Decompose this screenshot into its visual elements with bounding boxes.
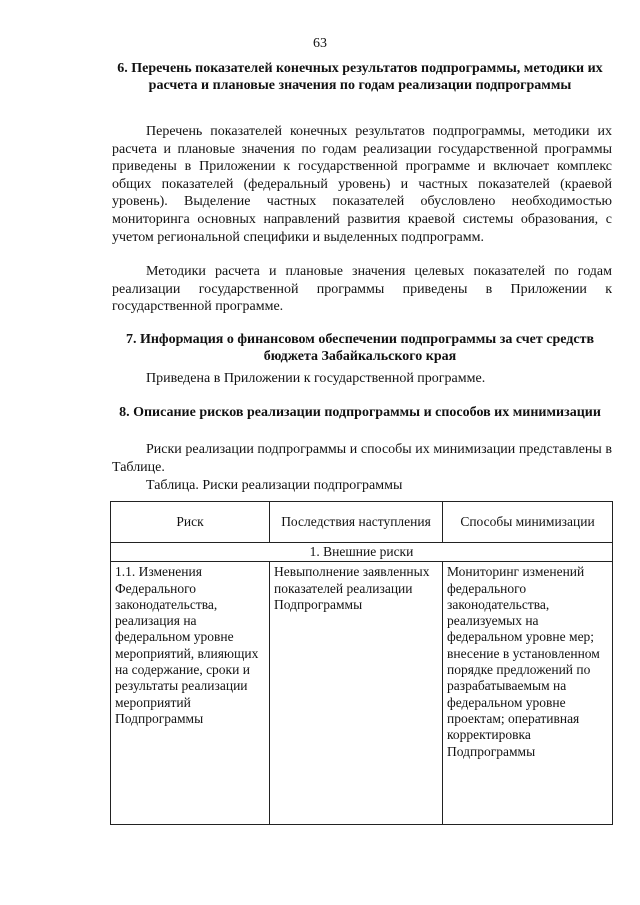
section-8-heading: 8. Описание рисков реализации подпрограммы и способов их минимизации: [119, 405, 601, 420]
header-risk: Риск: [111, 502, 270, 543]
risks-table: [110, 501, 613, 825]
section-7-paragraph-1: Приведена в Приложении к государственной программе.: [146, 371, 486, 386]
page-number: 63: [313, 36, 327, 51]
section-6-paragraph-1: Перечень показателей конечных результатов подпрограммы, методики их расчета и плановые значения по годам реализации государственной программы приведены в Приложении к государственной программе и включает комплекс общих показателей (федеральный уровень) и частных показателей (краевой уровень). Выделение частных показателей обусловлено необходимостью мониторинга основных направлений развития краевой системы образования, с учетом региональной специфики и выделенных подпрограмм.: [112, 124, 612, 245]
section-6-paragraph-2: Методики расчета и плановые значения целевых показателей по годам реализации государственной программы приведены в Приложении к государственной программе.: [112, 264, 612, 315]
header-mitigation: Способы минимизации: [443, 502, 613, 543]
cell-consequences: Невыполнение заявленных показателей реализации Подпрограммы: [270, 562, 443, 825]
section-external-risks: 1. Внешние риски: [111, 543, 613, 562]
table-caption: Таблица. Риски реализации подпрограммы: [146, 478, 403, 493]
table-header-row: [111, 502, 613, 543]
table-row: [111, 562, 613, 825]
cell-mitigation: Мониторинг изменений федерального законодательства, реализуемых на федеральном уровне мер; внесение в установленном порядке предложений по разрабатываемым на федеральном уровне проектам; оперативная корректировка Подпрограммы: [443, 562, 613, 825]
table-section-row: [111, 543, 613, 562]
header-consequences: Последствия наступления: [270, 502, 443, 543]
section-7-heading: 7. Информация о финансовом обеспечении подпрограммы за счет средств бюджета Забайкальского края: [125, 332, 595, 364]
section-6-heading: 6. Перечень показателей конечных результатов подпрограммы, методики их расчета и плановые значения по годам реализации подпрограммы: [117, 61, 603, 93]
section-8-paragraph-1: Риски реализации подпрограммы и способы их минимизации представлены в Таблице.: [112, 442, 612, 475]
cell-risk: 1.1. Изменения Федерального законодательства, реализация на федеральном уровне мероприятий, влияющих на содержание, сроки и результаты реализации мероприятий Подпрограммы: [111, 562, 270, 825]
